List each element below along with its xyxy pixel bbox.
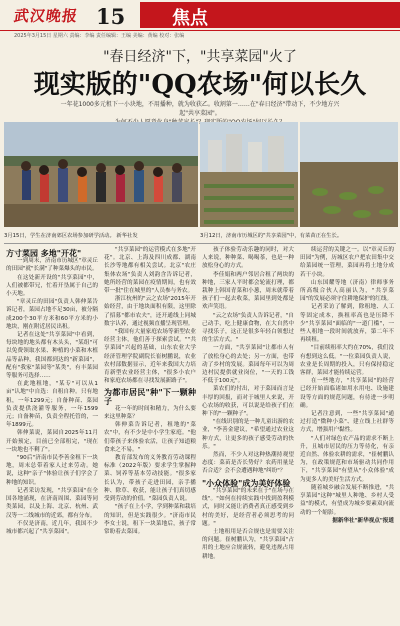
page-number: 15 — [96, 4, 126, 29]
article-paragraph: "孩子在上小学，学到种菜和栽培的知识，但是实践很少。"济南市民李女士说，租下一块菜地后，孩子常常盼着去菜园。 — [104, 504, 196, 535]
article-paragraph: 一到周末，济南市历城区"章灵丘的田园"就"长满"了种菜爆头的市民。 — [6, 258, 98, 273]
article-paragraph: 孩子体验劳动乐趣的同时，对大人来说，种种菜、喝喝茶，也是一种放松身心的方式。 — [202, 247, 294, 270]
masthead-logo: 武汉晚报 — [12, 7, 80, 25]
section-subhead: "小众体验"成为美好体验 — [202, 477, 291, 488]
article-paragraph: 浙江杭州的"云之农场"2015年开始经营，由于地块面积有限，这里除了招募"都市农夫"，还开通线上同城数字认养，通过视频直播呈现管理。 — [104, 296, 196, 327]
article-paragraph: 在这处新开设的"共享菜园"中，人们被都带兄，忙着开垦属于自己的小天地。 — [6, 274, 98, 298]
deck-line: 一年花1000多元租下一小块地，不用播种，就为收获乙。收割第一……在"春日经济"带动下，不少地方兴起"共享菜园"。 — [60, 101, 340, 117]
article-paragraph: 在此地租地，"某专"可以从1亩"认地"中自选：自租自种。只有地租，一年1299元；自备种苗、菜园负责提供浇灌等服务，一年1599元；自备种苗，负责全程托管的，一年1899元。 — [6, 381, 98, 429]
article-paragraph: 记者在这处"共享菜园"中看到，每块地的地头都有木头头，"某组"可以免费领取水果、种植的小菜和木植品等品种，我国都到达的"新菜园"，配有"我家"菜园等"某类"，有丰菜园等服务可选择…… — [6, 332, 98, 380]
photo-divider — [4, 243, 396, 244]
article-byline: 据新华社"新华视点"报道 — [332, 517, 394, 524]
article-column-4 — [300, 246, 394, 622]
article-paragraph: 随着城乡融合发展不断推进，"共享菜园"这种"城里人种地、乡村人受益"的模式，有望成为城乡要素双向流动的一个缩影。 — [300, 484, 394, 516]
photo-vegetable-garden-illustration — [200, 122, 298, 227]
article-paragraph: 韩伸菜说，菜园自2025年11月开始预定，目前已全部租完，"现在一块地也不剩了"。 — [6, 430, 98, 453]
section-subhead: 为都市居民"种"下一颗种子 — [104, 387, 196, 406]
article-headline: 现实版的"QQ农场"何以长久 — [33, 70, 367, 100]
page-header — [0, 0, 400, 30]
photo-captions — [0, 231, 400, 241]
article-paragraph: 李佳娟和两户邻居合租了两块的种地，三家人平时都会轮流打理，都栽种上韩国青菜和小葱，周末就带着孩子们一起去收菜，菜园里到处都是欢声笑语。 — [202, 271, 294, 311]
photo-students-farm-illustration — [4, 122, 198, 227]
article-paragraph: 一方面，"共享菜园"让都市人有了放松身心的去处；另一方面，也带动了乡村的发展。菜园每年可以为周边村民提供就业岗位，"一天的工钱不低于100元"。 — [202, 345, 294, 385]
photo-seedlings-closeup — [300, 122, 398, 227]
article-paragraph: "共享菜园"的未来在于"在场与在线"。"如何在持续实践中找到盈利模式，同时又能让消费者真正感受到乡村的美好，是经营者必须思考的问题。" — [202, 487, 294, 527]
article-paragraph: 然而，不少人对这种热潮持观望态度：菜苗是否长势好？农药用量是否合适？会不会遭遇种地"纠纷"？ — [202, 452, 294, 475]
section-band — [140, 2, 400, 28]
article-paragraph: "人们对绿色农产品的需求不断上升，且城市居民的压力等待化，有亲近自然、体验农耕的需求，"崔树鹏认为，在政策规范和市场驱动共同作用下，"共享菜园"有望从"小众体验"成为更多人的美好生活方式。 — [300, 435, 394, 483]
article-paragraph: "章灵丘的田园"负责人韩伸菜告诉记者，菜园占地不足30亩，被分隔成200个30平方米和60平方米的小地块，刚在附近居民出租。 — [6, 299, 98, 330]
header-rule — [0, 30, 400, 31]
photo-strip — [0, 122, 400, 230]
article-paragraph: 记者采访了解到，除租地、人工等固定成本，换租率高也是压降不少"共享菜园"面临的"一道门槛"，一些人租地一段时间就放弃，第二年不再续租。 — [300, 304, 394, 344]
article-paragraph: 续运营的关键之一。以"章灵丘的田园"为例，历城区农户把农田集中交给菜园统一管理，菜园再将土地分成若干小块。 — [300, 247, 394, 278]
article-paragraph: 在一些地方，"共享菜园"的经营已经开始面临诸如用水用电、设施建设等方面的规范问题，有待进一步明确。 — [300, 378, 394, 409]
article-paragraph: "我国有大量家庭农场等新型农业经营主体，他们善于探索尝试。""共享菜园"兴起的基础，山东农业大学经济管理学院副院长崔树鹏说，农业农村部数据显示，近年来我国大力培育新型农业经营主体，"很多小农户和家庭农场都在寻找发展新路子"。 — [104, 329, 196, 385]
article-column-3 — [202, 246, 294, 622]
article-paragraph: 菜农们的付出，对于菜园而言是丰厚的回报，而对于城里人来说，开心农场的收获，可以说是给孩子们在种下的"一颗种子"。 — [202, 386, 294, 418]
article-paragraph: 记者注意到，一些"共享菜园"通过打造"微种小菜"、建立线上社群等方式，增强用户黏性。 — [300, 411, 394, 434]
article-paragraph: 教育部发布的义务教育劳动课程标准（2022年版）要求学生掌握种菜、饲养等基本劳动技能。"很多家长认为，带孩子走进田园，亲手播种、除草、收获，能让孩子们真切感受到劳动的价值。"菜园负责人说。 — [104, 455, 196, 503]
article-paragraph: 山东国耀等地（济南）律师事务所高级合伙人高丽认为，"共享菜园"的发展必须守住耕地保护的红线。 — [300, 279, 394, 303]
caption-left: 3月15日，学生在济南郊区农场参加研学活动。 新华社发 — [4, 233, 138, 239]
article-paragraph: "共享菜园"的运营模式在多地"开花"。北京、上海及四川成都、湖南长沙等地都有相关尝试。北京"农庄集体农场"负责人刘韵含告诉记者，她所经营的菜园在疫情期间，也有效带一批"住在城里的"人员参与务农。 — [104, 247, 196, 295]
photo-vegetable-garden — [200, 122, 298, 227]
article-paragraph: 韩伸菜告诉记者，租地的"菜农"中，有不少是中小学生家庭。"他们带孩子来体验农活，让孩子知道粮食来之不易。" — [104, 422, 196, 453]
article-column-1 — [6, 246, 98, 622]
photo-seedlings-illustration — [300, 122, 398, 227]
article-column-2 — [104, 246, 196, 622]
article-paragraph: 土地租用是否合规也是需要关注的问题。崔树鹏认为，"共享菜园"占用的土地应合规流转，避免违规占用耕地。 — [202, 528, 294, 560]
section-label: 焦点 — [172, 8, 208, 29]
section-subhead: 方寸菜园 多地"开花" — [6, 248, 82, 258]
article-paragraph: 记者采访发现，"共享菜园"在全国各地涌现，在济南周围、菜园等同类菜园，以及上海、北京、杭州、武汉等一二线城市的近郊，都有分布。 — [6, 487, 98, 519]
photo-students-farm — [4, 122, 198, 227]
article-kicker: "春日经济"下，"共享菜园"火了 — [103, 49, 297, 65]
header-subline: 2025年3月15日 星期六 责编：李编 责任编辑：王编 美编：黄编 校对：张编 — [14, 33, 185, 39]
article-paragraph: "云之农场"负责人告诉记者，"自己动手，吃上健康食物，在大自然中寻找乐子，这正是很多年轻白领想过的生活方式。" — [202, 312, 294, 344]
article-paragraph: "90后"济南市民李善金租下一块地，周末总带着家人过来劳动。她说，这种"亲子"体验让孩子们学会了种地的知识。 — [6, 455, 98, 486]
article-paragraph: 不仅是济南，近几年，我国不少城市都兴起了"共享菜园"。 — [6, 520, 98, 535]
caption-right: 3月12日，济南市历城区的"共享菜园"中，有菜苗正在生长。 — [200, 233, 343, 239]
article-paragraph: 花一年的时间和精力，为什么要来这里种菜？ — [104, 405, 196, 421]
article-paragraph: "目前续租率大约在70%，我们没有想到这么低。"一位菜园负责人说，农业是长周期的投入，只有保持稳定客群，菜园才能持续运营。 — [300, 345, 394, 377]
article-paragraph: "在线识别的是一种儿童出游的农业，"李善金建议，"希望通过农业这种方式，让更多的孩子感受劳动的快乐。" — [202, 419, 294, 450]
